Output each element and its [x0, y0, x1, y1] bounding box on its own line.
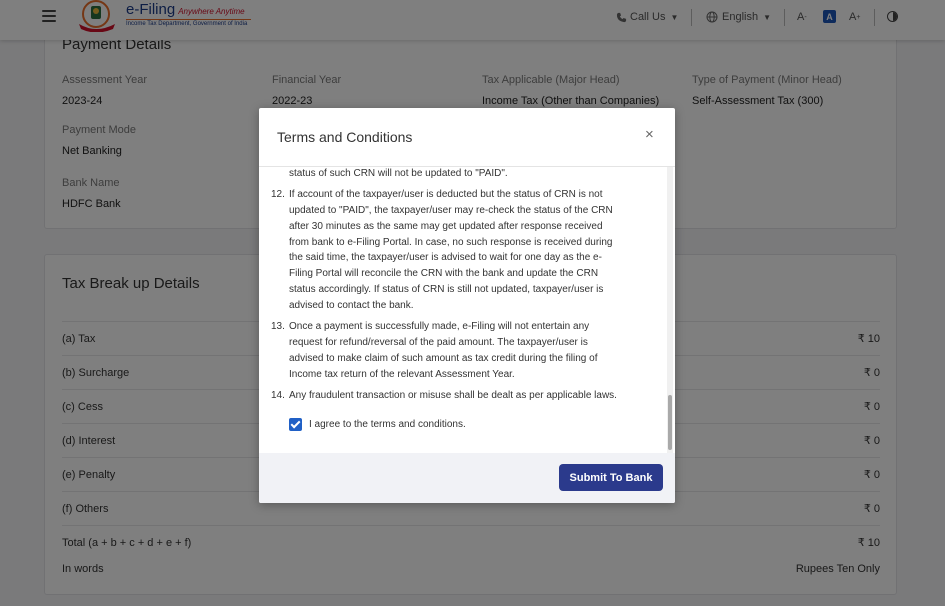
- terms-modal: [259, 108, 675, 503]
- modal-footer: [259, 453, 675, 503]
- term-line: If account of the taxpayer/user is deducted but the status of CRN is not: [289, 189, 603, 200]
- term-line: after 30 minutes as the same may get updated after response received: [289, 221, 603, 232]
- scrollbar-thumb[interactable]: [668, 395, 672, 450]
- term-line: advised to contact the bank.: [289, 300, 414, 311]
- term-line: the said time, the taxpayer/user is advised to wait for one day as the e-: [289, 252, 602, 263]
- term-line: Any fraudulent transaction or misuse shall be dealt as per applicable laws.: [289, 390, 617, 401]
- terms-scroll-area[interactable]: [259, 167, 675, 453]
- term-line: advised to make claim of such amount as tax credit during the filing of: [289, 353, 598, 364]
- agree-terms-row[interactable]: [289, 418, 466, 431]
- term-line: request for refund/reversal of the paid amount. The taxpayer/user is: [289, 337, 588, 348]
- term-line: status accordingly. If status of CRN is still not updated, taxpayer/user is: [289, 284, 604, 295]
- agree-label[interactable]: I agree to the terms and conditions.: [309, 419, 466, 430]
- term-line: status of such CRN will not be updated to "PAID".: [289, 168, 508, 179]
- submit-to-bank-button[interactable]: Submit To Bank: [559, 464, 663, 491]
- term-number: 12.: [271, 189, 285, 200]
- close-icon[interactable]: ×: [645, 126, 654, 143]
- scrollbar-track[interactable]: [667, 167, 673, 453]
- agree-checkbox[interactable]: [289, 418, 302, 431]
- term-line: updated to "PAID", the taxpayer/user may re-check the status of the CRN: [289, 205, 613, 216]
- term-line: Filing Portal will reconcile the CRN with the bank and update the CRN: [289, 268, 599, 279]
- term-line: Income tax return of the relevant Assessment Year.: [289, 369, 515, 380]
- term-number: 14.: [271, 390, 285, 401]
- term-line: Once a payment is successfully made, e-Filing will not entertain any: [289, 321, 590, 332]
- modal-title: Terms and Conditions: [277, 129, 413, 145]
- term-number: 13.: [271, 321, 285, 332]
- term-line: from bank to e-Filing Portal. In case, no such response is received during: [289, 237, 613, 248]
